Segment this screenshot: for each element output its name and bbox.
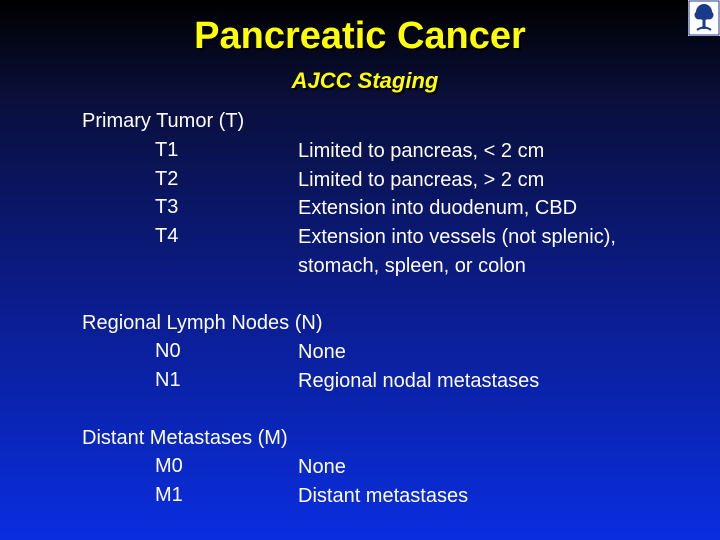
stage-description: Extension into vessels (not splenic),: [298, 226, 616, 248]
stage-description: Regional nodal metastases: [298, 370, 540, 392]
stage-description: Distant metastases: [298, 485, 469, 507]
table-row-continuation: [0, 252, 720, 281]
tree-logo-icon: [688, 0, 720, 36]
stage-code: T4: [155, 225, 179, 247]
stage-description: Extension into duodenum, CBD: [298, 197, 578, 219]
table-row: [0, 482, 720, 511]
stage-code: M0: [155, 455, 183, 477]
stage-code: M1: [155, 484, 183, 506]
stage-code: N0: [155, 340, 181, 362]
stage-description: Limited to pancreas, > 2 cm: [298, 169, 545, 191]
stage-description: None: [298, 341, 346, 363]
slide-subtitle: AJCC Staging: [291, 68, 439, 93]
section-heading-primary-tumor: Primary Tumor (T): [82, 110, 245, 132]
table-row: [0, 338, 720, 367]
stage-code: N1: [155, 369, 181, 391]
stage-description-continued: stomach, spleen, or colon: [298, 255, 526, 277]
section-heading-lymph-nodes: Regional Lymph Nodes (N): [82, 312, 323, 334]
table-row: [0, 453, 720, 482]
section-heading-distant-metastases: Distant Metastases (M): [82, 427, 288, 449]
stage-code: T1: [155, 139, 179, 161]
stage-description: Limited to pancreas, < 2 cm: [298, 140, 545, 162]
table-row: [0, 194, 720, 223]
stage-description: None: [298, 456, 346, 478]
stage-code: T3: [155, 196, 179, 218]
table-row: [0, 137, 720, 166]
stage-code: T2: [155, 168, 179, 190]
slide-title: Pancreatic Cancer: [194, 15, 526, 57]
table-row: [0, 223, 720, 252]
table-row: [0, 367, 720, 396]
table-row: [0, 166, 720, 195]
